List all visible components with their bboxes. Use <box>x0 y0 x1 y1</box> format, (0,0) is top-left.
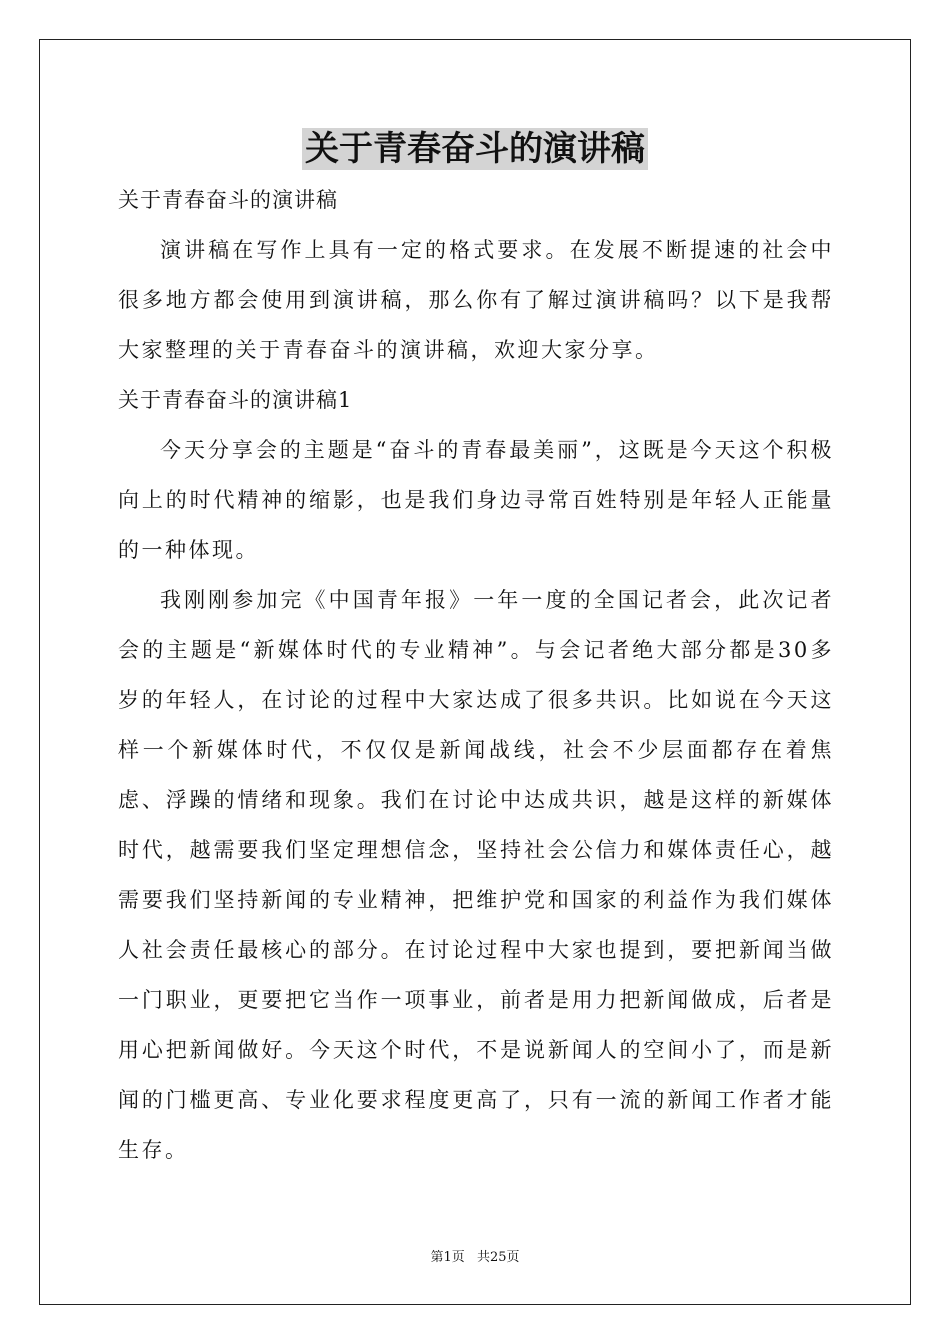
section-heading: 关于青春奋斗的演讲稿1 <box>118 388 353 412</box>
body-paragraph-1: 今天分享会的主题是“奋斗的青春最美丽”，这既是今天这个积极向上的时代精神的缩影，也是我们身边寻常百姓特别是年轻人正能量的一种体现。 <box>118 438 834 562</box>
page-number: 第1页 <box>430 1250 465 1265</box>
intro-paragraph: 演讲稿在写作上具有一定的格式要求。在发展不断提速的社会中很多地方都会使用到演讲稿，那么你有了解过演讲稿吗？以下是我帮大家整理的关于青春奋斗的演讲稿，欢迎大家分享。 <box>118 238 834 362</box>
page-footer <box>0 1246 950 1265</box>
page-total: 共25页 <box>476 1250 520 1265</box>
document-body <box>118 175 834 1175</box>
document-title: 关于青春奋斗的演讲稿 <box>302 128 648 170</box>
body-paragraph-2: 我刚刚参加完《中国青年报》一年一度的全国记者会，此次记者会的主题是“新媒体时代的专业精神”。与会记者绝大部分都是30多岁的年轻人，在讨论的过程中大家达成了很多共识。比如说在今天这样一个新媒体时代，不仅仅是新闻战线，社会不少层面都存在着焦虑、浮躁的情绪和现象。我们在讨论中达成共识，越是这样的新媒体时代，越需要我们坚定理想信念，坚持社会公信力和媒体责任心，越需要我们坚持新闻的专业精神，把维护党和国家的利益作为我们媒体人社会责任最核心的部分。在讨论过程中大家也提到，要把新闻当做一门职业，更要把它当作一项事业，前者是用力把新闻做成，后者是用心把新闻做好。今天这个时代，不是说新闻人的空间小了，而是新闻的门槛更高、专业化要求程度更高了，只有一流的新闻工作者才能生存。 <box>118 588 834 1162</box>
title-container <box>0 128 950 170</box>
document-subtitle: 关于青春奋斗的演讲稿 <box>118 188 338 212</box>
